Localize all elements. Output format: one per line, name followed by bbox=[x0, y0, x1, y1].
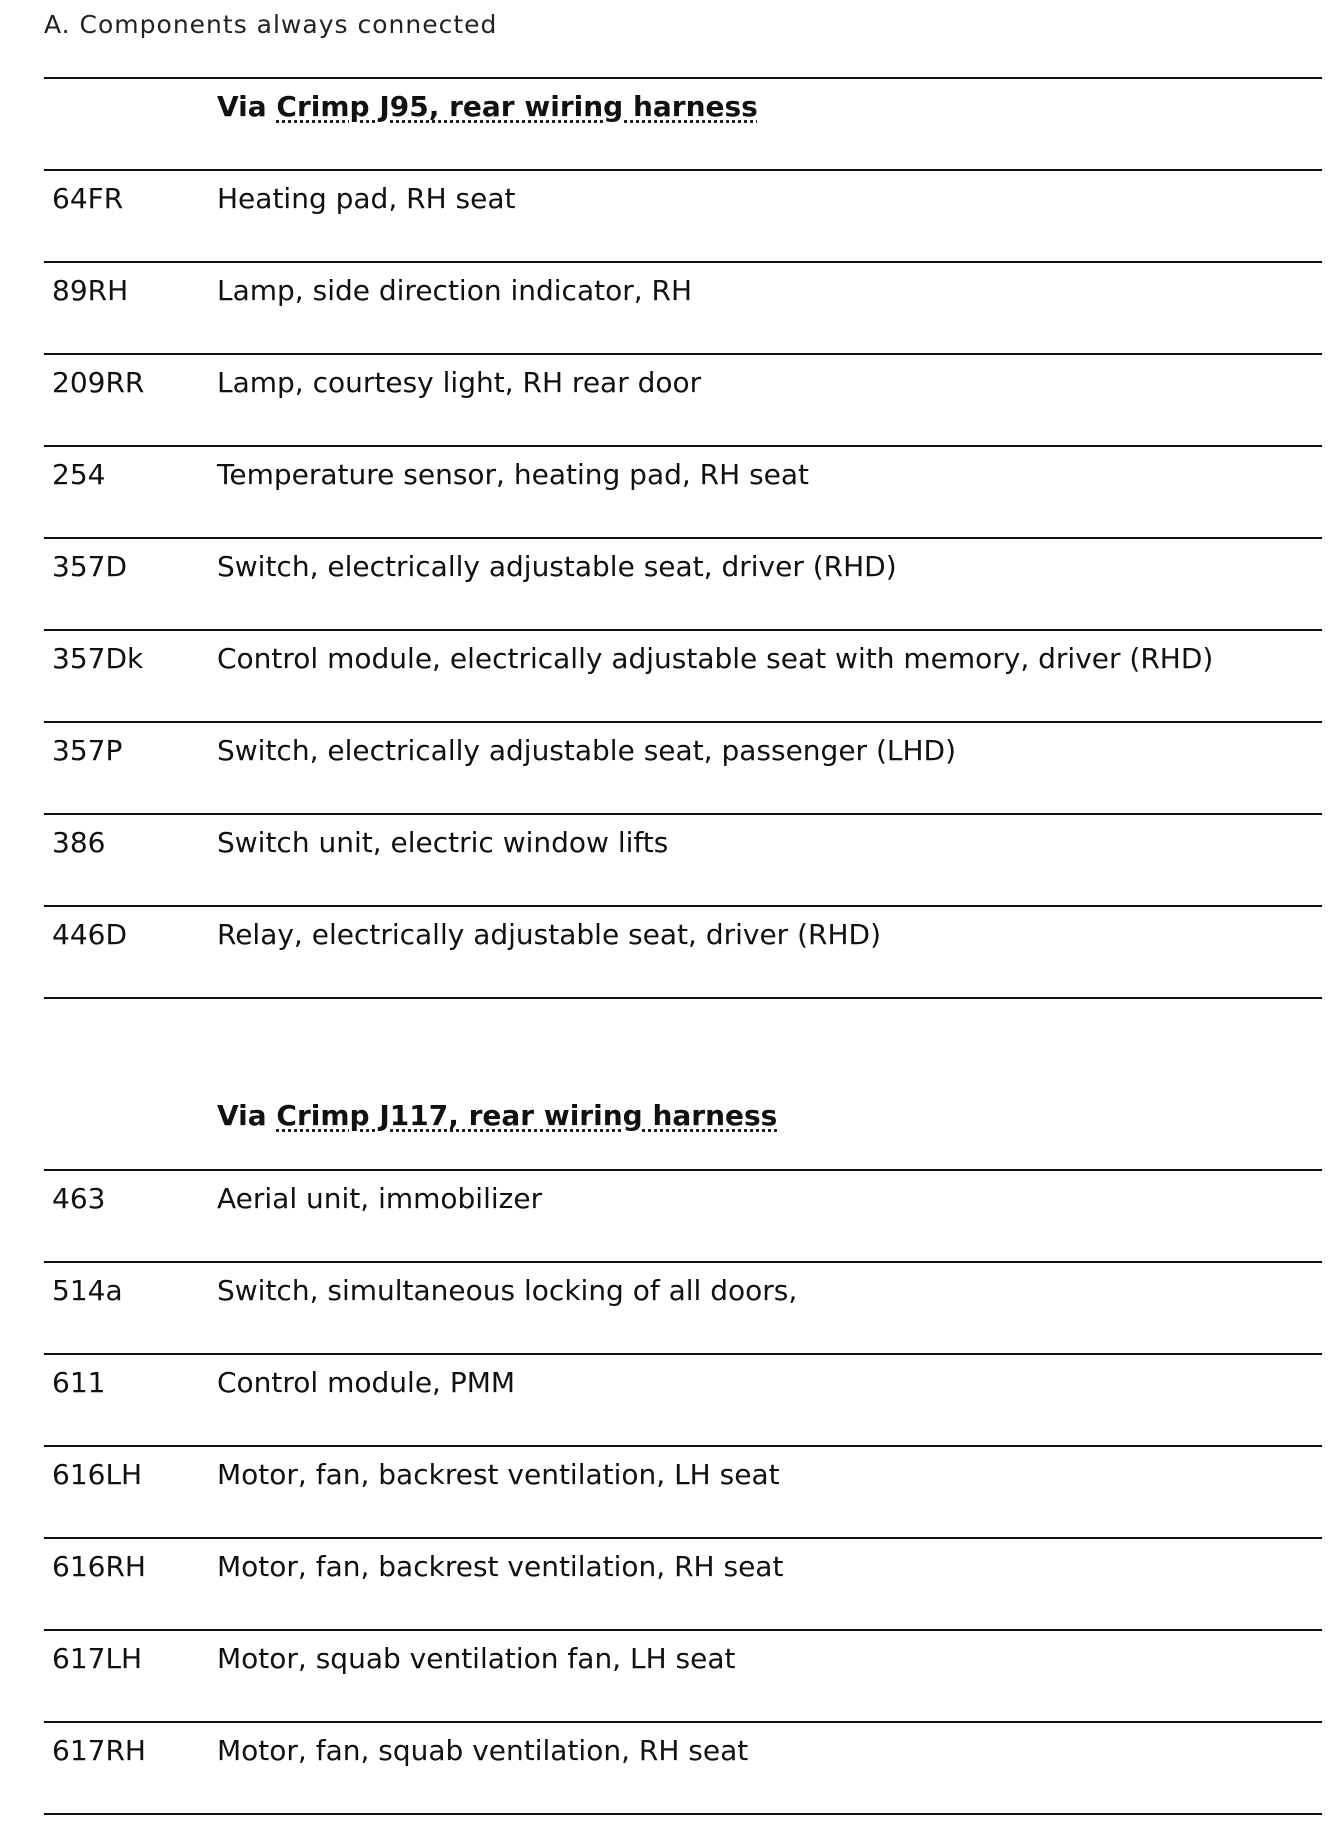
component-description: Temperature sensor, heating pad, RH seat bbox=[217, 458, 810, 491]
component-code: 254 bbox=[52, 458, 106, 491]
component-code: 616LH bbox=[52, 1458, 143, 1491]
table-row bbox=[44, 1629, 1322, 1721]
component-code: 617RH bbox=[52, 1734, 146, 1767]
section-header bbox=[44, 77, 1322, 169]
table-row bbox=[44, 1721, 1322, 1813]
component-description: Control module, PMM bbox=[217, 1366, 516, 1399]
section-title: Via Crimp J95, rear wiring harness bbox=[217, 90, 758, 123]
component-code: 616RH bbox=[52, 1550, 146, 1583]
component-code: 617LH bbox=[52, 1642, 143, 1675]
table-row bbox=[44, 1353, 1322, 1445]
table-row bbox=[44, 445, 1322, 537]
component-code: 611 bbox=[52, 1366, 106, 1399]
components-table-j95 bbox=[44, 77, 1322, 999]
component-description: Switch, simultaneous locking of all doors, bbox=[217, 1274, 798, 1307]
table-row bbox=[44, 1445, 1322, 1537]
component-description: Motor, fan, backrest ventilation, LH seat bbox=[217, 1458, 780, 1491]
component-description: Lamp, courtesy light, RH rear door bbox=[217, 366, 702, 399]
components-table-j117 bbox=[44, 1077, 1322, 1815]
component-description: Motor, fan, backrest ventilation, RH seat bbox=[217, 1550, 784, 1583]
table-row bbox=[44, 353, 1322, 445]
component-description: Control module, electrically adjustable seat with memory, driver (RHD) bbox=[217, 642, 1214, 675]
component-code: 357Dk bbox=[52, 642, 144, 675]
component-code: 209RR bbox=[52, 366, 145, 399]
component-description: Switch unit, electric window lifts bbox=[217, 826, 669, 859]
page-title: A. Components always connected bbox=[44, 10, 498, 39]
component-description: Switch, electrically adjustable seat, driver (RHD) bbox=[217, 550, 897, 583]
table-row bbox=[44, 905, 1322, 997]
component-code: 386 bbox=[52, 826, 106, 859]
component-code: 514a bbox=[52, 1274, 123, 1307]
section-title: Via Crimp J117, rear wiring harness bbox=[217, 1099, 778, 1132]
component-description: Relay, electrically adjustable seat, driver (RHD) bbox=[217, 918, 882, 951]
component-description: Switch, electrically adjustable seat, passenger (LHD) bbox=[217, 734, 957, 767]
table-row bbox=[44, 261, 1322, 353]
crimp-j95-link[interactable]: Crimp J95, rear wiring harness bbox=[276, 90, 758, 123]
component-code: 357D bbox=[52, 550, 128, 583]
component-description: Heating pad, RH seat bbox=[217, 182, 516, 215]
table-row bbox=[44, 629, 1322, 721]
crimp-j117-link[interactable]: Crimp J117, rear wiring harness bbox=[276, 1099, 778, 1132]
table-row bbox=[44, 1537, 1322, 1629]
table-row bbox=[44, 1261, 1322, 1353]
component-description: Motor, squab ventilation fan, LH seat bbox=[217, 1642, 736, 1675]
component-code: 463 bbox=[52, 1182, 106, 1215]
component-code: 446D bbox=[52, 918, 128, 951]
component-code: 357P bbox=[52, 734, 123, 767]
table-row bbox=[44, 721, 1322, 813]
component-code: 89RH bbox=[52, 274, 129, 307]
table-row bbox=[44, 813, 1322, 905]
table-bottom-rule bbox=[44, 1813, 1322, 1815]
component-description: Lamp, side direction indicator, RH bbox=[217, 274, 693, 307]
table-bottom-rule bbox=[44, 997, 1322, 999]
table-row bbox=[44, 169, 1322, 261]
table-row bbox=[44, 1169, 1322, 1261]
table-row bbox=[44, 537, 1322, 629]
component-code: 64FR bbox=[52, 182, 124, 215]
component-description: Motor, fan, squab ventilation, RH seat bbox=[217, 1734, 749, 1767]
component-description: Aerial unit, immobilizer bbox=[217, 1182, 543, 1215]
section-header bbox=[44, 1077, 1322, 1169]
